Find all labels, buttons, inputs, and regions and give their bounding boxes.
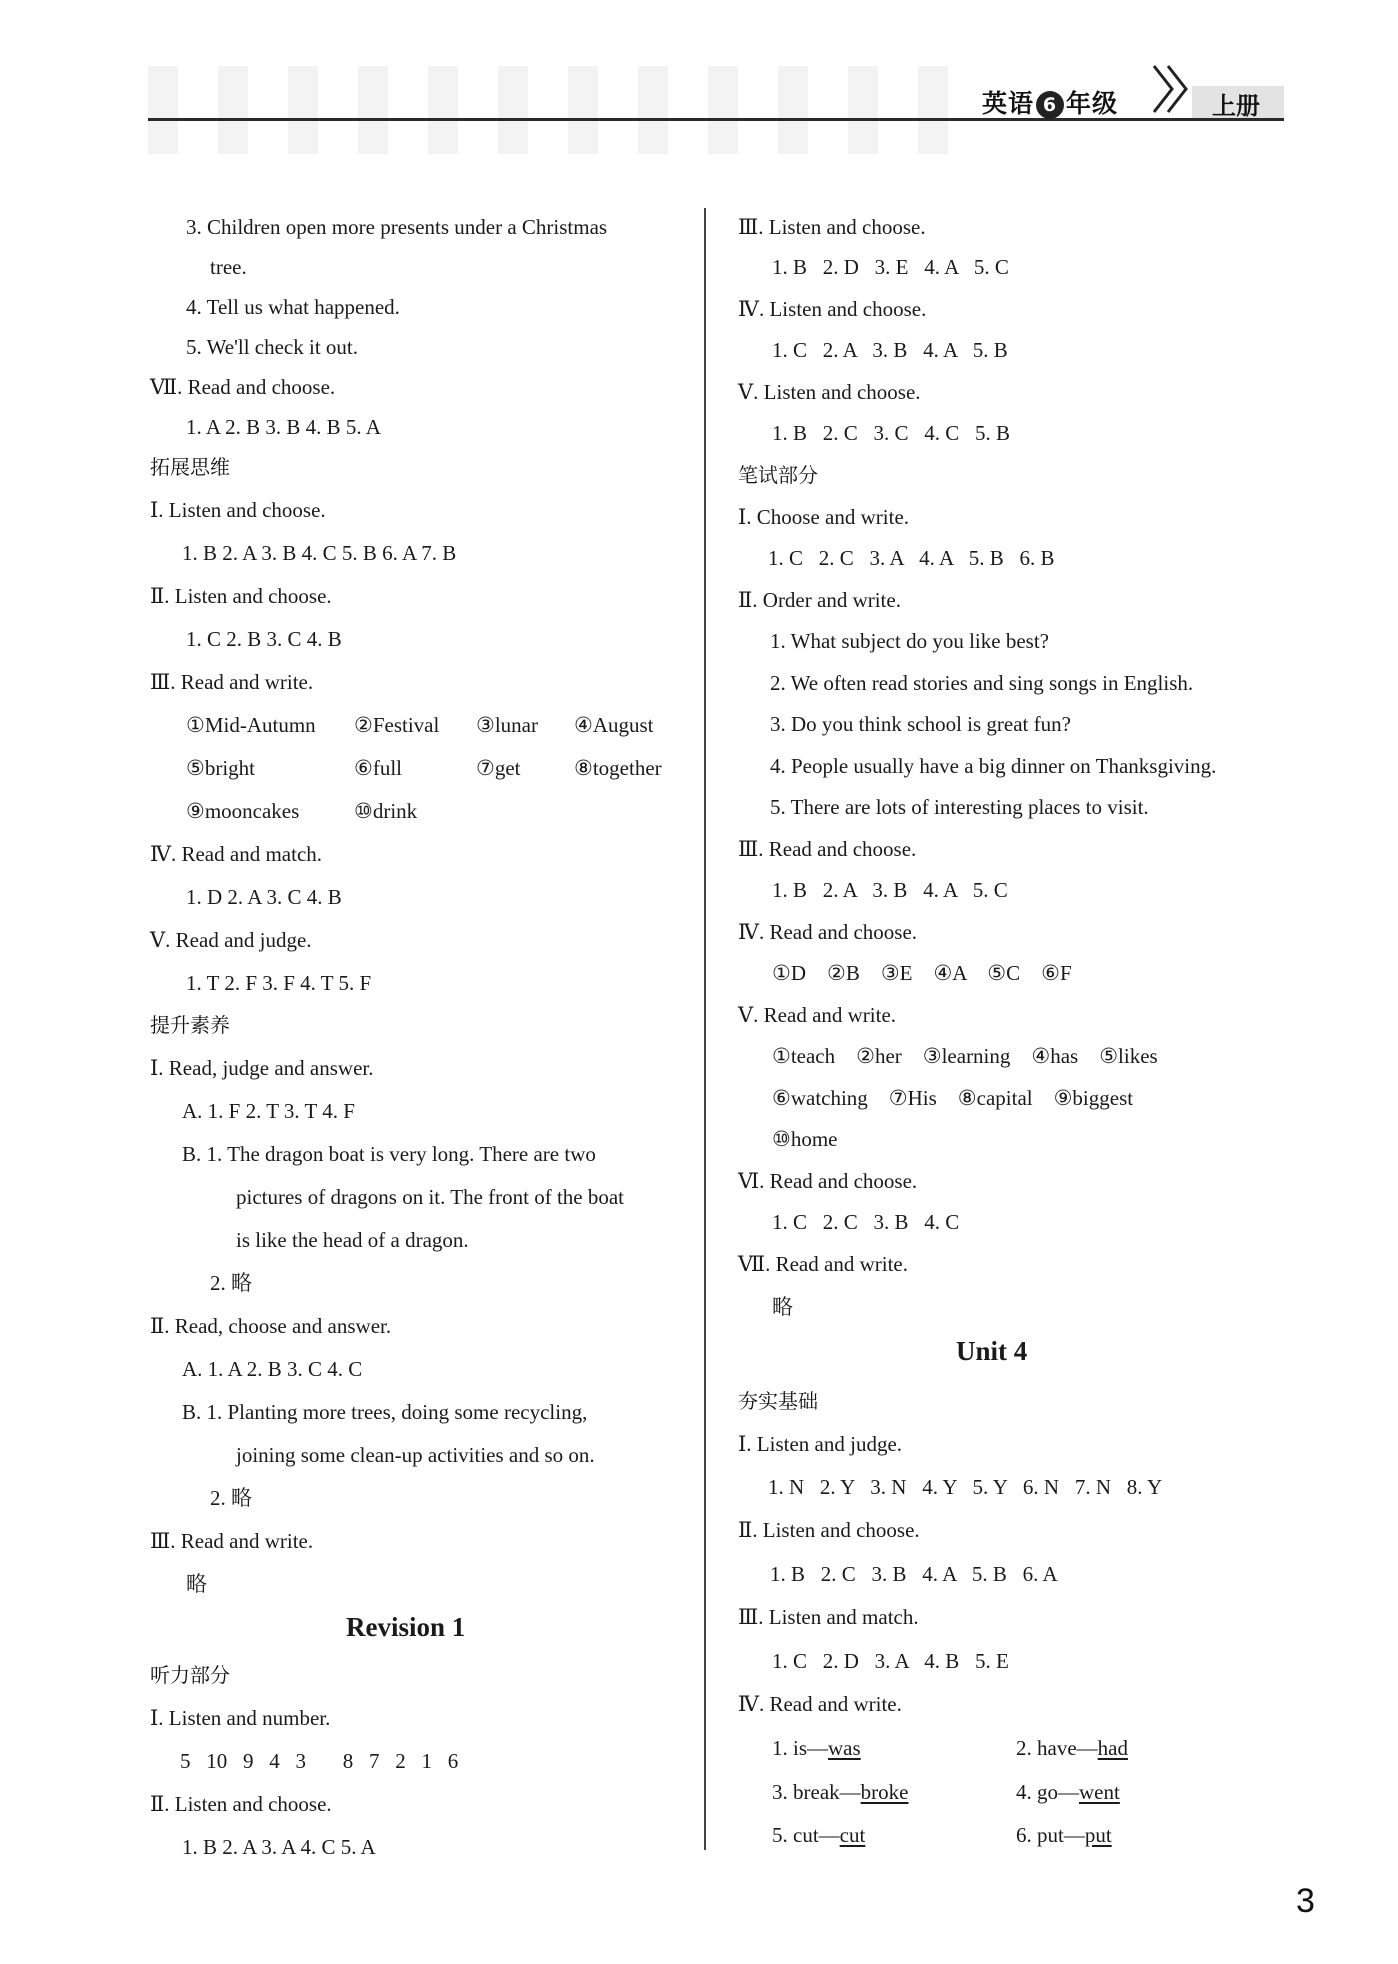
- section-title: Ⅰ. Listen and judge.: [738, 1432, 903, 1456]
- answer-line: ①teach ②her ③learning ④has ⑤likes: [772, 1044, 1158, 1068]
- answer-line: 1. C 2. C 3. B 4. C: [772, 1210, 960, 1234]
- word-blank: ②Festival: [354, 713, 440, 737]
- answer-line: 略: [772, 1295, 793, 1319]
- header-subject: 英语: [982, 89, 1035, 118]
- verb-base: 1. is—: [772, 1736, 829, 1760]
- answer-line: 3. Children open more presents under a Christmas: [186, 215, 608, 239]
- header-title: [982, 84, 1118, 120]
- word-blank: ⑤bright: [186, 756, 255, 780]
- answer-line: 5. There are lots of interesting places to visit.: [770, 795, 1149, 819]
- answer-line: 5 10 9 4 3 8 7 2 1 6: [180, 1749, 459, 1773]
- answer-line: 1. C 2. A 3. B 4. A 5. B: [772, 338, 1008, 362]
- answer-line: 2. 略: [210, 1486, 252, 1510]
- column-divider: [704, 208, 706, 1850]
- verb-base: 6. put—: [1016, 1823, 1085, 1847]
- answer-line: ⑥watching ⑦His ⑧capital ⑨biggest: [772, 1086, 1134, 1110]
- answer-line: 1. A 2. B 3. B 4. B 5. A: [186, 415, 381, 439]
- verb-past-answer: cut: [839, 1823, 866, 1847]
- section-title: Ⅱ. Read, choose and answer.: [150, 1314, 392, 1338]
- verb-pair: [1016, 1779, 1120, 1805]
- section-title: Ⅲ. Read and write.: [150, 1529, 314, 1553]
- verb-past-answer: put: [1084, 1823, 1112, 1847]
- verb-base: 3. break—: [772, 1780, 861, 1804]
- section-title: Ⅰ. Choose and write.: [738, 505, 910, 529]
- section-title: Ⅱ. Listen and choose.: [150, 1792, 332, 1816]
- word-blank: ⑩drink: [354, 799, 418, 823]
- answer-line: 1. T 2. F 3. F 4. T 5. F: [186, 971, 372, 995]
- section-title: Ⅲ. Read and choose.: [738, 837, 917, 861]
- grade-circle-badge: 6: [1036, 91, 1064, 119]
- word-blank: ⑥full: [354, 756, 402, 780]
- word-blank: ③lunar: [476, 713, 538, 737]
- answer-line: B. 1. The dragon boat is very long. There are two: [182, 1142, 596, 1166]
- verb-pair: [772, 1779, 908, 1805]
- answer-line: 1. B 2. A 3. B 4. A 5. C: [772, 878, 1008, 902]
- answer-line: 1. D 2. A 3. C 4. B: [186, 885, 342, 909]
- answer-line: 1. N 2. Y 3. N 4. Y 5. Y 6. N 7. N 8. Y: [768, 1475, 1163, 1499]
- answer-line: ①D ②B ③E ④A ⑤C ⑥F: [772, 961, 1072, 985]
- header-grade: 年级: [1066, 89, 1119, 118]
- answer-line: 1. C 2. D 3. A 4. B 5. E: [772, 1649, 1009, 1673]
- header-volume: 上册: [1212, 92, 1260, 120]
- answer-line: 2. We often read stories and sing songs in English.: [770, 671, 1194, 695]
- section-title: Ⅲ. Listen and choose.: [738, 215, 926, 239]
- verb-pair: [772, 1822, 865, 1848]
- section-title: Ⅵ. Read and choose.: [738, 1169, 918, 1193]
- answer-line: is like the head of a dragon.: [236, 1228, 469, 1252]
- verb-past-answer: went: [1079, 1780, 1120, 1804]
- answer-line: 5. We'll check it out.: [186, 335, 358, 359]
- answer-line: joining some clean-up activities and so on.: [236, 1443, 595, 1467]
- verb-pair: [772, 1735, 861, 1761]
- answer-line: 4. People usually have a big dinner on Thanksgiving.: [770, 754, 1217, 778]
- section-title: Ⅰ. Listen and choose.: [150, 498, 326, 522]
- page-number: 3: [1296, 1882, 1315, 1920]
- section-title: Ⅶ. Read and write.: [738, 1252, 908, 1276]
- section-title: Ⅳ. Read and write.: [738, 1692, 902, 1716]
- answer-line: pictures of dragons on it. The front of the boat: [236, 1185, 625, 1209]
- answer-line: A. 1. A 2. B 3. C 4. C: [182, 1357, 363, 1381]
- answer-line: 4. Tell us what happened.: [186, 295, 400, 319]
- verb-base: 4. go—: [1016, 1780, 1079, 1804]
- answer-line: A. 1. F 2. T 3. T 4. F: [182, 1099, 355, 1123]
- section-title: Ⅳ. Listen and choose.: [738, 297, 927, 321]
- answer-line: 2. 略: [210, 1271, 252, 1295]
- section-title: Ⅲ. Read and write.: [150, 670, 314, 694]
- answer-line: 1. B 2. C 3. C 4. C 5. B: [772, 421, 1011, 445]
- answer-line: 1. B 2. A 3. A 4. C 5. A: [182, 1835, 376, 1859]
- word-blank: ①Mid-Autumn: [186, 713, 316, 737]
- double-chevron-icon: [1150, 60, 1194, 118]
- answer-line: 1. C 2. C 3. A 4. A 5. B 6. B: [768, 546, 1055, 570]
- section-heading: 提升素养: [150, 1013, 230, 1037]
- answer-line: 略: [186, 1572, 207, 1596]
- answer-line: ⑩home: [772, 1127, 838, 1151]
- section-title: Ⅱ. Order and write.: [738, 588, 901, 612]
- verb-past-answer: had: [1097, 1736, 1128, 1760]
- section-title: Ⅱ. Listen and choose.: [150, 584, 332, 608]
- unit-title: Unit 4: [956, 1336, 1028, 1366]
- section-title: Ⅶ. Read and choose.: [150, 375, 336, 399]
- word-blank: ④August: [574, 713, 654, 737]
- verb-past-answer: broke: [860, 1780, 909, 1804]
- answer-line: 3. Do you think school is great fun?: [770, 712, 1071, 736]
- verb-pair: [1016, 1822, 1112, 1848]
- answer-line: 1. B 2. A 3. B 4. C 5. B 6. A 7. B: [182, 541, 457, 565]
- section-heading: 听力部分: [150, 1663, 230, 1687]
- section-title: Ⅲ. Listen and match.: [738, 1605, 919, 1629]
- answer-line: tree.: [210, 255, 247, 279]
- answer-line: 1. C 2. B 3. C 4. B: [186, 627, 342, 651]
- word-blank: ⑨mooncakes: [186, 799, 300, 823]
- section-title: Ⅰ. Listen and number.: [150, 1706, 331, 1730]
- unit-title: Revision 1: [346, 1612, 466, 1642]
- verb-base: 2. have—: [1016, 1736, 1098, 1760]
- answer-line: 1. What subject do you like best?: [770, 629, 1049, 653]
- answer-line: 1. B 2. C 3. B 4. A 5. B 6. A: [770, 1562, 1058, 1586]
- section-title: Ⅴ. Listen and choose.: [738, 380, 921, 404]
- section-title: Ⅰ. Read, judge and answer.: [150, 1056, 374, 1080]
- section-heading: 拓展思维: [150, 455, 230, 479]
- section-title: Ⅳ. Read and choose.: [738, 920, 918, 944]
- answer-line: 1. B 2. D 3. E 4. A 5. C: [772, 255, 1009, 279]
- section-heading: 笔试部分: [738, 463, 818, 487]
- verb-pair: [1016, 1735, 1128, 1761]
- section-heading: 夯实基础: [738, 1389, 818, 1413]
- section-title: Ⅱ. Listen and choose.: [738, 1518, 920, 1542]
- section-title: Ⅴ. Read and write.: [738, 1003, 897, 1027]
- verb-past-answer: was: [828, 1736, 861, 1760]
- section-title: Ⅳ. Read and match.: [150, 842, 323, 866]
- answer-line: B. 1. Planting more trees, doing some recycling,: [182, 1400, 588, 1424]
- section-title: Ⅴ. Read and judge.: [150, 928, 312, 952]
- verb-base: 5. cut—: [772, 1823, 840, 1847]
- word-blank: ⑦get: [476, 756, 521, 780]
- word-blank: ⑧together: [574, 756, 662, 780]
